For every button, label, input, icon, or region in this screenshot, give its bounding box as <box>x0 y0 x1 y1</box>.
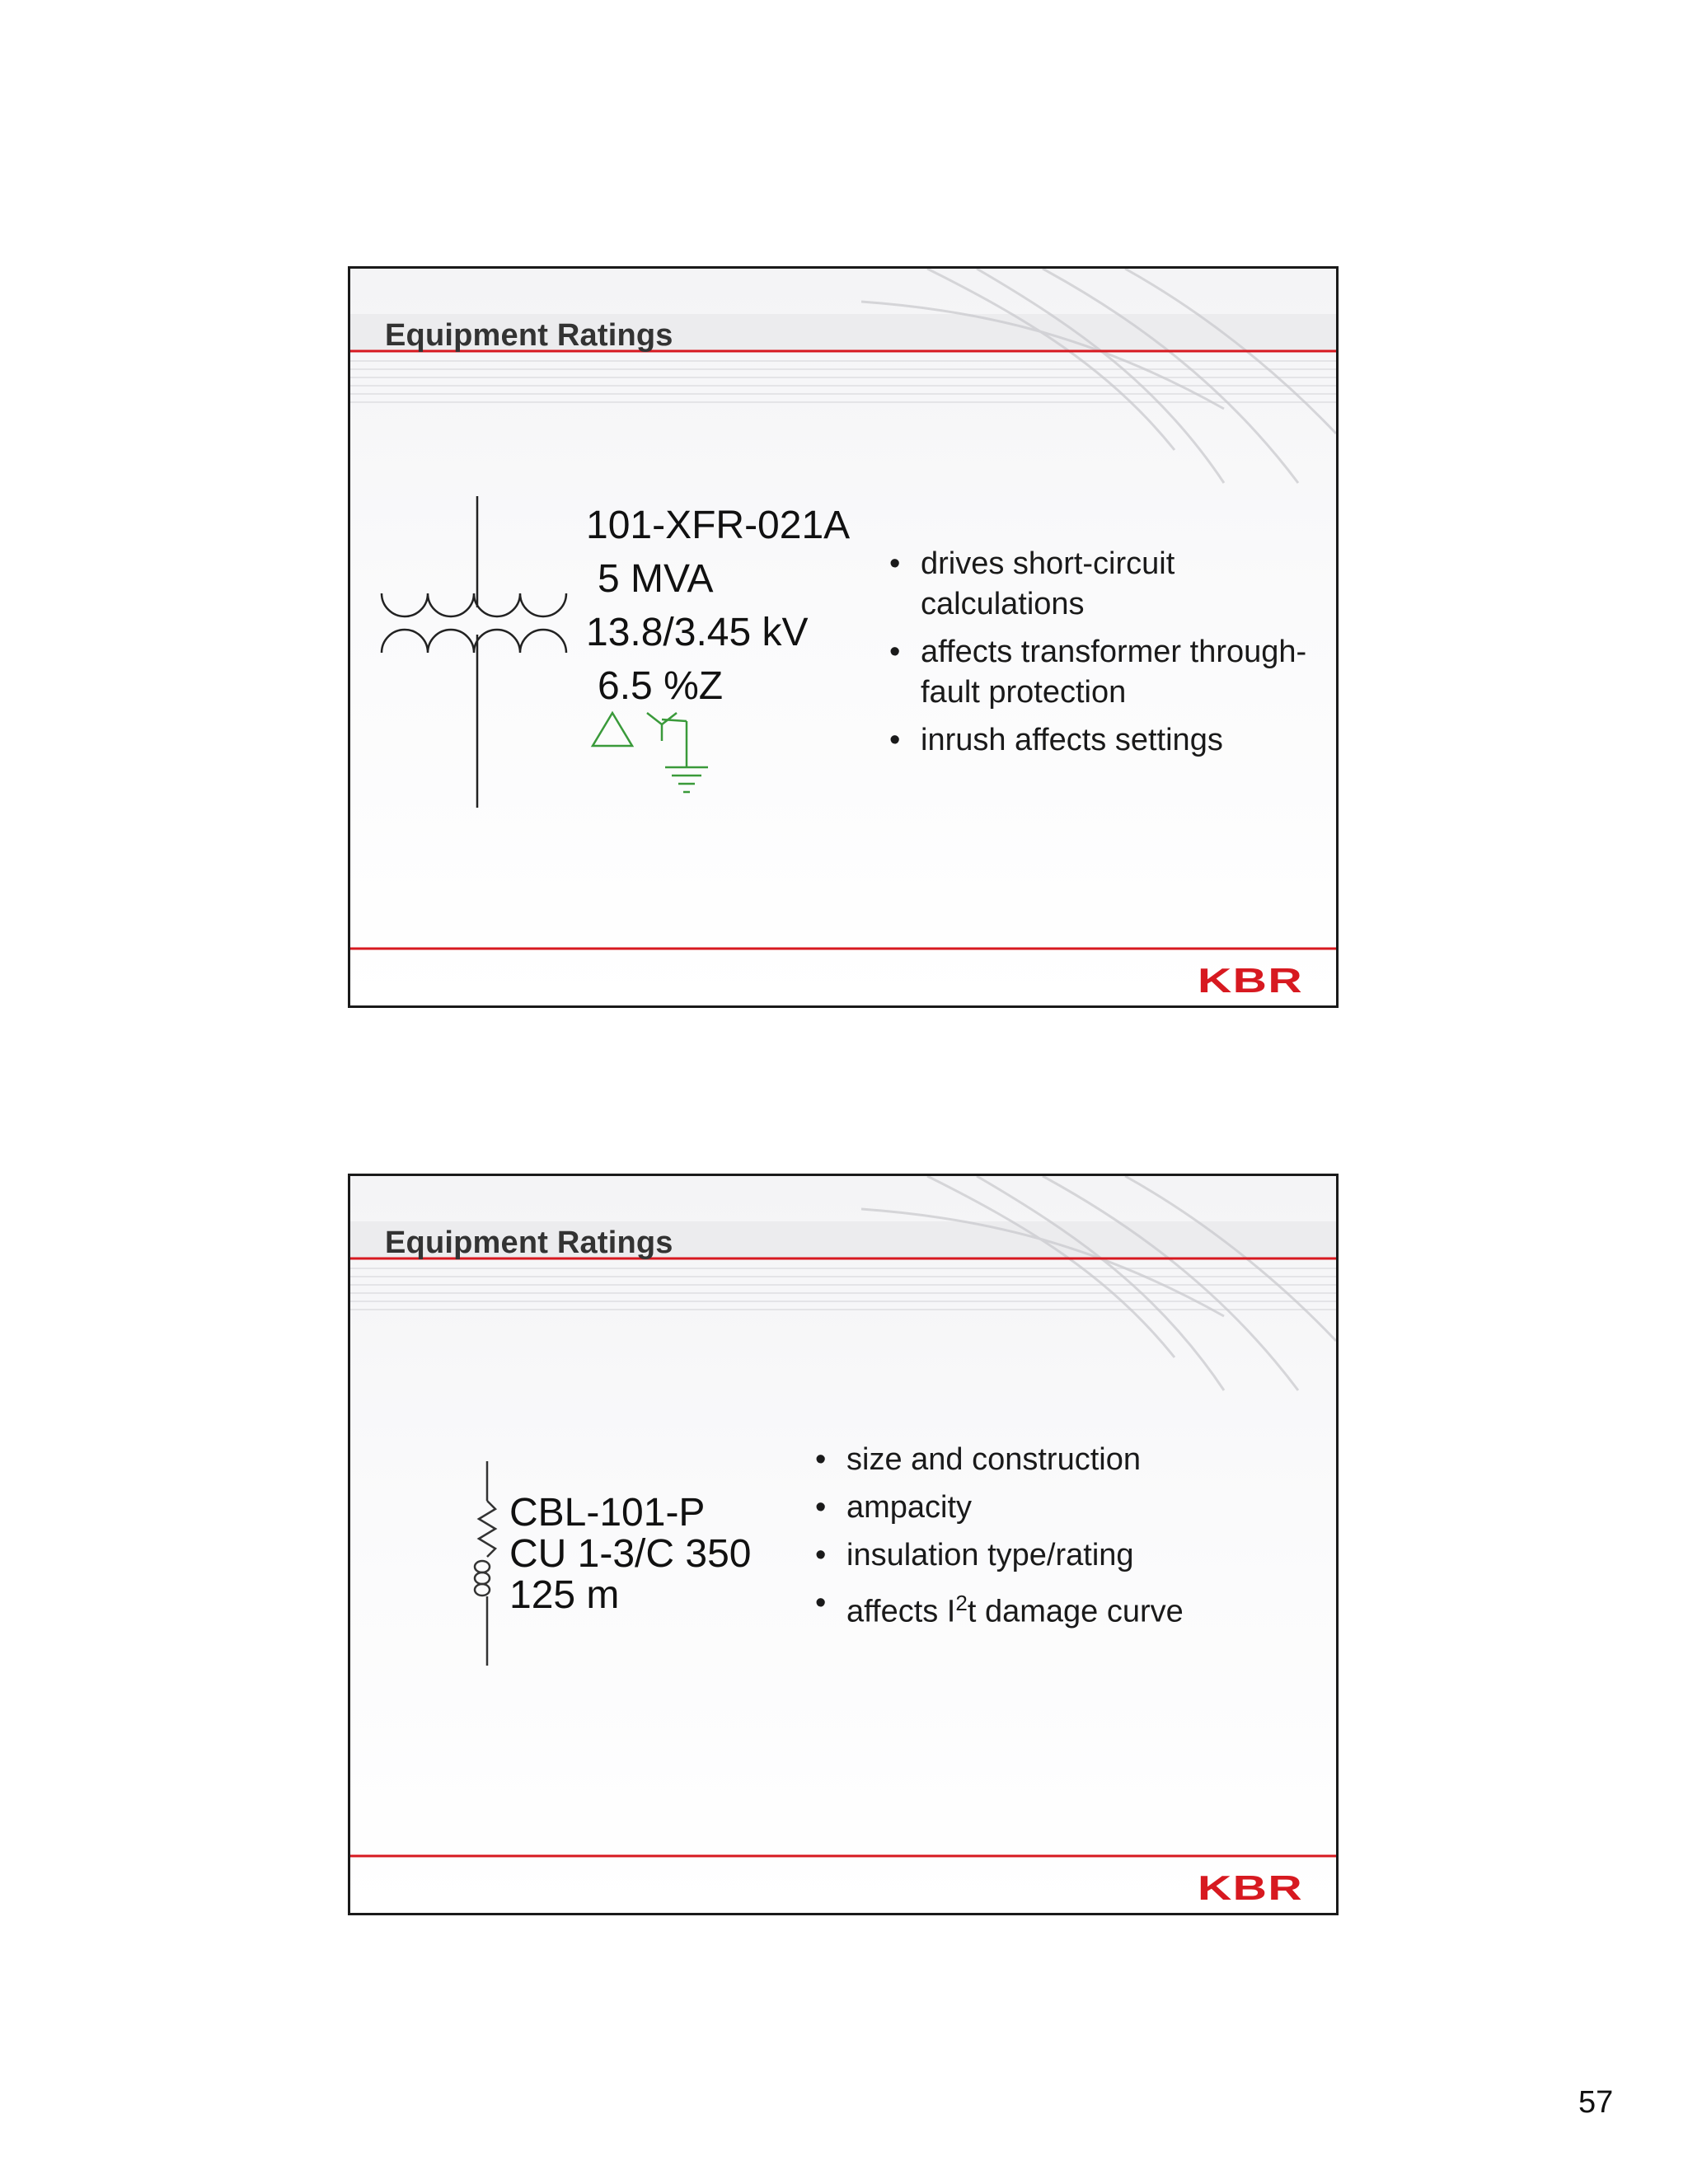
bullet-superscript: 2 <box>955 1591 968 1615</box>
bullet-item: • inrush affects settings <box>889 720 1318 761</box>
bullet-list <box>815 1440 1310 1640</box>
kbr-logo-text: KBR <box>1198 963 1303 996</box>
bullet-item: • insulation type/rating <box>815 1535 1310 1576</box>
bullet-item: • affects transformer through-fault protection <box>889 632 1318 713</box>
device-impedance: 6.5 %Z <box>598 664 724 708</box>
device-voltage: 13.8/3.45 kV <box>586 611 809 654</box>
device-tag: 101-XFR-021A <box>586 504 851 547</box>
cable-tag: CBL-101-P <box>509 1491 706 1535</box>
bullet-item <box>815 1583 1310 1633</box>
bullet-item: • drives short-circuit calculations <box>889 544 1318 625</box>
winding-connection-diagram <box>589 710 738 808</box>
bullet-item: • ampacity <box>815 1488 1310 1528</box>
delta-icon <box>593 713 632 746</box>
transformer-symbol-icon <box>380 496 578 809</box>
page-number: 57 <box>1578 2085 1614 2120</box>
bullet-item: • size and construction <box>815 1440 1310 1480</box>
cable-length: 125 m <box>509 1573 620 1617</box>
bullet-list <box>889 544 1318 768</box>
bullet-text-part: affects I <box>846 1594 956 1629</box>
slide-cable <box>348 1174 1339 1915</box>
cable-construction: CU 1-3/C 350 <box>509 1532 752 1576</box>
slide-title: Equipment Ratings <box>385 318 673 353</box>
slide-transformer <box>348 266 1339 1008</box>
slide-title: Equipment Ratings <box>385 1226 673 1260</box>
device-rating: 5 MVA <box>598 557 714 601</box>
kbr-logo-text: KBR <box>1198 1870 1303 1903</box>
bullet-text-part: t damage curve <box>967 1594 1184 1629</box>
wye-grounded-icon <box>647 713 708 792</box>
kbr-logo <box>1198 963 1305 996</box>
cable-symbol-icon <box>466 1461 507 1667</box>
kbr-logo <box>1198 1870 1305 1903</box>
